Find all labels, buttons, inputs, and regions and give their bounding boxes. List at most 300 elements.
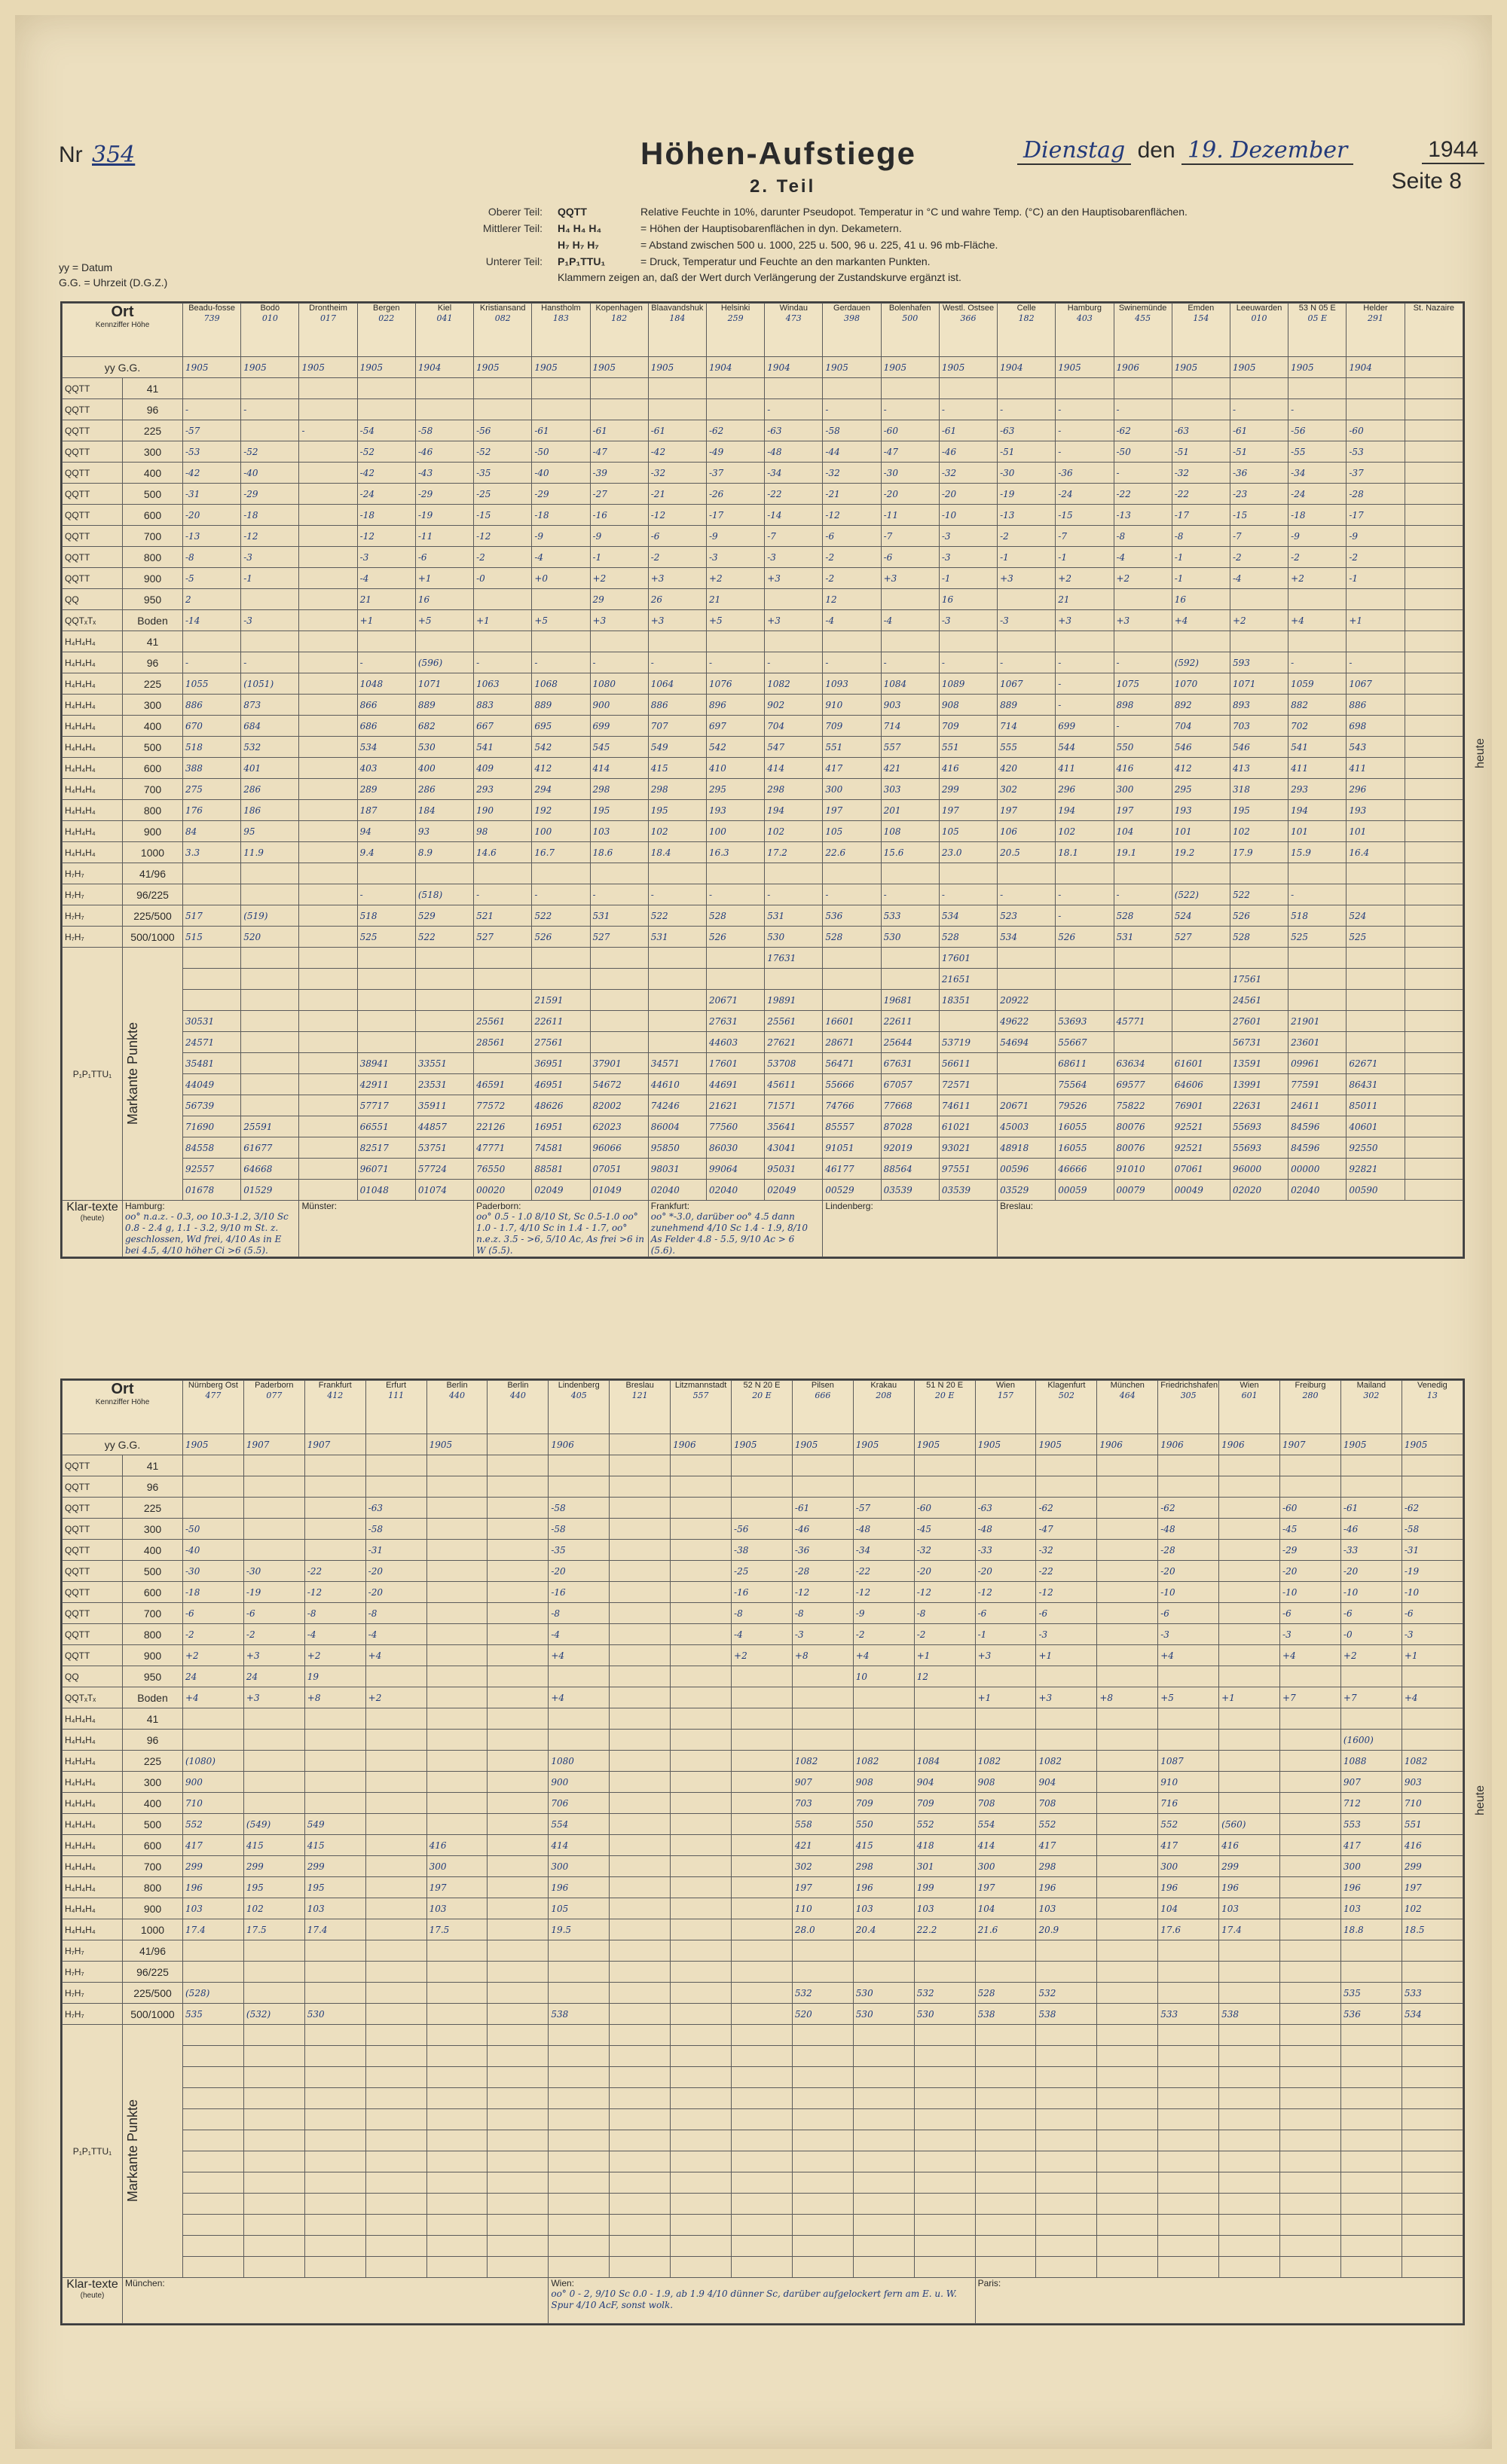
- side-label-heute: heute: [1474, 738, 1487, 769]
- markante-cell: 98031: [648, 1159, 706, 1180]
- station-name: Bergen: [373, 304, 400, 313]
- markante-cell: 77668: [881, 1095, 939, 1116]
- station-code: 403: [1076, 313, 1093, 323]
- time-cell: [488, 1434, 549, 1455]
- value-cell: [975, 1708, 1036, 1730]
- markante-cell: [853, 2236, 914, 2257]
- markante-cell: [1347, 1032, 1405, 1053]
- markante-cell: 24571: [183, 1032, 241, 1053]
- value-cell: [792, 1687, 853, 1708]
- markante-cell: [1288, 990, 1347, 1011]
- value-cell: -9: [706, 526, 764, 547]
- row-level: 500: [123, 484, 183, 505]
- markante-cell: [671, 2215, 732, 2236]
- value-cell: -15: [474, 505, 532, 526]
- value-cell: -47: [881, 441, 939, 463]
- row-key: QQTT: [63, 1582, 123, 1603]
- value-cell: -4: [365, 1624, 426, 1645]
- value-cell: 103: [914, 1898, 975, 1919]
- value-cell: 709: [939, 716, 997, 737]
- markante-cell: [241, 1095, 299, 1116]
- station-header: [914, 1381, 975, 1434]
- value-cell: [610, 1666, 671, 1687]
- row-level: 600: [123, 758, 183, 779]
- upper-row: [63, 1645, 1463, 1666]
- station-code: 20 E: [934, 1391, 955, 1400]
- value-cell: -4: [732, 1624, 793, 1645]
- value-cell: -12: [241, 526, 299, 547]
- station-name: 53 N 05 E: [1298, 304, 1336, 313]
- value-cell: 710: [183, 1793, 244, 1814]
- value-cell: -2: [183, 1624, 244, 1645]
- value-cell: [365, 1751, 426, 1772]
- markante-cell: 44603: [706, 1032, 764, 1053]
- markante-cell: [914, 2151, 975, 2172]
- station-name: Celle: [1016, 304, 1036, 313]
- station-code: 20 E: [752, 1391, 772, 1400]
- value-cell: [1405, 441, 1463, 463]
- value-cell: +5: [1158, 1687, 1219, 1708]
- value-cell: -61: [1340, 1498, 1402, 1519]
- value-cell: [1280, 2004, 1341, 2025]
- value-cell: -40: [183, 1540, 244, 1561]
- value-cell: 298: [765, 779, 823, 800]
- value-cell: [488, 1561, 549, 1582]
- value-cell: 19: [304, 1666, 365, 1687]
- value-cell: [914, 1476, 975, 1498]
- value-cell: -37: [1347, 463, 1405, 484]
- value-cell: [706, 863, 764, 884]
- klartext-station: Breslau:: [1000, 1201, 1034, 1211]
- value-cell: -: [590, 884, 648, 905]
- value-cell: [1219, 1772, 1280, 1793]
- value-cell: 21: [706, 589, 764, 610]
- value-cell: 100: [532, 821, 590, 842]
- markante-cell: [1340, 2172, 1402, 2194]
- markante-cell: [610, 2236, 671, 2257]
- markante-cell: [610, 2046, 671, 2067]
- klartext-station: Münster:: [301, 1201, 338, 1211]
- value-cell: +4: [853, 1645, 914, 1666]
- value-cell: 299: [304, 1856, 365, 1877]
- markante-cell: [648, 990, 706, 1011]
- row-key: QQTT: [63, 547, 123, 568]
- markante-cell: [671, 2194, 732, 2215]
- markante-label-cell: [123, 948, 183, 1201]
- markante-cell: [610, 2067, 671, 2088]
- value-cell: [1230, 589, 1288, 610]
- value-cell: -9: [1347, 526, 1405, 547]
- value-cell: -20: [183, 505, 241, 526]
- markante-cell: [549, 2236, 610, 2257]
- value-cell: [1158, 1708, 1219, 1730]
- markante-cell: 02040: [706, 1180, 764, 1201]
- markante-cell: 55693: [1230, 1116, 1288, 1137]
- markante-cell: 92521: [1172, 1116, 1230, 1137]
- value-cell: [671, 1687, 732, 1708]
- value-cell: 9.4: [357, 842, 415, 863]
- value-cell: 104: [1158, 1898, 1219, 1919]
- station-header: [732, 1381, 793, 1434]
- value-cell: 682: [415, 716, 473, 737]
- value-cell: -1: [1347, 568, 1405, 589]
- value-cell: [549, 1666, 610, 1687]
- row-level: 500: [123, 737, 183, 758]
- station-name: Pilsen: [811, 1381, 834, 1390]
- row-key: H₇H₇: [63, 884, 123, 905]
- value-cell: 533: [881, 905, 939, 927]
- value-cell: 536: [1340, 2004, 1402, 2025]
- value-cell: +2: [304, 1645, 365, 1666]
- markante-cell: [975, 2236, 1036, 2257]
- station-header: [426, 1381, 488, 1434]
- station-name: Helsinki: [720, 304, 750, 313]
- value-cell: [1158, 1455, 1219, 1476]
- markante-cell: [1405, 1011, 1463, 1032]
- markante-cell: [648, 1032, 706, 1053]
- value-cell: 712: [1340, 1793, 1402, 1814]
- markante-cell: 55693: [1230, 1137, 1288, 1159]
- value-cell: -20: [914, 1561, 975, 1582]
- value-cell: 530: [881, 927, 939, 948]
- station-header: [415, 304, 473, 357]
- value-cell: [488, 1919, 549, 1940]
- value-cell: 108: [881, 821, 939, 842]
- value-cell: [1405, 821, 1463, 842]
- value-cell: [1219, 1582, 1280, 1603]
- value-cell: +4: [365, 1645, 426, 1666]
- value-cell: [488, 1603, 549, 1624]
- value-cell: [426, 1814, 488, 1835]
- markante-cell: 25561: [765, 1011, 823, 1032]
- value-cell: 889: [998, 695, 1056, 716]
- value-cell: +4: [1158, 1645, 1219, 1666]
- value-cell: 84: [183, 821, 241, 842]
- year: 1944: [1422, 137, 1484, 164]
- row-level: 300: [123, 1519, 183, 1540]
- value-cell: [975, 1730, 1036, 1751]
- markante-cell: [183, 948, 241, 969]
- markante-cell: [304, 2046, 365, 2067]
- markante-cell: [1288, 969, 1347, 990]
- value-cell: [939, 863, 997, 884]
- row-level: 500/1000: [123, 927, 183, 948]
- station-header: [1114, 304, 1172, 357]
- station-header: [1288, 304, 1347, 357]
- station-name: Hamburg: [1067, 304, 1102, 313]
- value-cell: -31: [365, 1540, 426, 1561]
- value-cell: -3: [241, 610, 299, 631]
- markante-cell: [1097, 2025, 1158, 2046]
- value-cell: [365, 1835, 426, 1856]
- upper-row: [63, 526, 1463, 547]
- row-key: QQTT: [63, 1603, 123, 1624]
- markante-cell: [241, 1032, 299, 1053]
- markante-cell: 28671: [823, 1032, 881, 1053]
- value-cell: [1158, 1476, 1219, 1498]
- klartext-station: München:: [125, 2278, 165, 2288]
- value-cell: 410: [706, 758, 764, 779]
- value-cell: [671, 1856, 732, 1877]
- value-cell: 1063: [474, 673, 532, 695]
- row-level: 225: [123, 1751, 183, 1772]
- markante-cell: [365, 2172, 426, 2194]
- value-cell: [426, 1772, 488, 1793]
- value-cell: 293: [1288, 779, 1347, 800]
- time-cell: 1906: [671, 1434, 732, 1455]
- station-code: 557: [692, 1391, 709, 1400]
- time-cell: 1905: [1288, 357, 1347, 378]
- value-cell: [299, 905, 357, 927]
- value-cell: [304, 1498, 365, 1519]
- value-cell: [1219, 1708, 1280, 1730]
- value-cell: [357, 863, 415, 884]
- value-cell: [1097, 1519, 1158, 1540]
- value-cell: 538: [1036, 2004, 1097, 2025]
- value-cell: [732, 1772, 793, 1793]
- row-key: QQTT: [63, 441, 123, 463]
- station-code: 500: [902, 313, 919, 323]
- markante-cell: [488, 2067, 549, 2088]
- difference-row: [63, 927, 1463, 948]
- station-table-2: [60, 1379, 1465, 2325]
- row-key: H₇H₇: [63, 1983, 123, 2004]
- value-cell: 908: [939, 695, 997, 716]
- value-cell: 714: [998, 716, 1056, 737]
- value-cell: 403: [357, 758, 415, 779]
- markante-cell: [765, 969, 823, 990]
- markante-cell: 74581: [532, 1137, 590, 1159]
- markante-cell: [975, 2194, 1036, 2215]
- value-cell: 541: [474, 737, 532, 758]
- markante-cell: 16601: [823, 1011, 881, 1032]
- value-cell: 531: [648, 927, 706, 948]
- markante-cell: [732, 2067, 793, 2088]
- markante-cell: 01074: [415, 1180, 473, 1201]
- klartext-cell: [648, 1201, 823, 1257]
- value-cell: [365, 1962, 426, 1983]
- markante-cell: [590, 969, 648, 990]
- markante-cell: [975, 2130, 1036, 2151]
- markante-cell: [914, 2088, 975, 2109]
- markante-cell: 61677: [241, 1137, 299, 1159]
- value-cell: [488, 1476, 549, 1498]
- value-cell: [914, 1940, 975, 1962]
- value-cell: +1: [975, 1687, 1036, 1708]
- time-cell: 1906: [1158, 1434, 1219, 1455]
- markante-cell: 85557: [823, 1116, 881, 1137]
- markante-cell: [243, 2172, 304, 2194]
- value-cell: -3: [792, 1624, 853, 1645]
- value-cell: [549, 1708, 610, 1730]
- value-cell: [1097, 1856, 1158, 1877]
- markante-cell: [1405, 1116, 1463, 1137]
- time-cell: 1906: [1114, 357, 1172, 378]
- value-cell: -40: [241, 463, 299, 484]
- value-cell: [1340, 1455, 1402, 1476]
- value-cell: [671, 1814, 732, 1835]
- value-cell: [1405, 758, 1463, 779]
- value-cell: [426, 1624, 488, 1645]
- value-cell: [610, 1624, 671, 1645]
- value-cell: 197: [426, 1877, 488, 1898]
- value-cell: +2: [1114, 568, 1172, 589]
- value-cell: 295: [706, 779, 764, 800]
- value-cell: -: [1288, 652, 1347, 673]
- markante-cell: [243, 2236, 304, 2257]
- markante-cell: [881, 969, 939, 990]
- value-cell: 16.7: [532, 842, 590, 863]
- markante-cell: [1405, 1053, 1463, 1074]
- value-cell: -24: [357, 484, 415, 505]
- value-cell: -: [998, 884, 1056, 905]
- value-cell: -63: [975, 1498, 1036, 1519]
- value-cell: -16: [732, 1582, 793, 1603]
- markante-cell: [1347, 948, 1405, 969]
- value-cell: [1280, 1940, 1341, 1962]
- value-cell: -48: [853, 1519, 914, 1540]
- markante-cell: [241, 990, 299, 1011]
- time-cell: 1906: [549, 1434, 610, 1455]
- markante-cell: [304, 2130, 365, 2151]
- station-name: München: [1110, 1381, 1145, 1390]
- markante-cell: 77560: [706, 1116, 764, 1137]
- row-key: H₇H₇: [63, 863, 123, 884]
- markante-cell: [365, 2257, 426, 2278]
- markante-cell: [823, 948, 881, 969]
- value-cell: 421: [792, 1835, 853, 1856]
- markante-cell: 62023: [590, 1116, 648, 1137]
- markante-cell: 16055: [1056, 1116, 1114, 1137]
- row-key: H₇H₇: [63, 905, 123, 927]
- markante-cell: 38941: [357, 1053, 415, 1074]
- row-level: 225/500: [123, 1983, 183, 2004]
- upper-row: [63, 420, 1463, 441]
- markante-cell: [706, 948, 764, 969]
- markante-cell: [304, 2236, 365, 2257]
- markante-cell: [914, 2067, 975, 2088]
- value-cell: [823, 378, 881, 399]
- station-header: [357, 304, 415, 357]
- value-cell: [1219, 1983, 1280, 2004]
- value-cell: +2: [365, 1687, 426, 1708]
- time-cell: 1905: [183, 357, 241, 378]
- markante-cell: 20671: [998, 1095, 1056, 1116]
- station-name: Berlin: [507, 1381, 529, 1390]
- value-cell: -: [1056, 905, 1114, 927]
- value-cell: -32: [1172, 463, 1230, 484]
- row-key: QQTₓTₓ: [63, 1687, 123, 1708]
- markante-cell: [732, 2025, 793, 2046]
- value-cell: 900: [549, 1772, 610, 1793]
- value-cell: [671, 1919, 732, 1940]
- markante-cell: [299, 1095, 357, 1116]
- value-cell: -62: [1402, 1498, 1463, 1519]
- value-cell: -: [474, 884, 532, 905]
- value-cell: 1070: [1172, 673, 1230, 695]
- markante-cell: 91051: [823, 1137, 881, 1159]
- value-cell: 707: [648, 716, 706, 737]
- markante-cell: [1340, 2088, 1402, 2109]
- markante-cell: [365, 2236, 426, 2257]
- value-cell: -27: [590, 484, 648, 505]
- value-cell: -3: [998, 610, 1056, 631]
- row-key: QQTT: [63, 420, 123, 441]
- difference-row: [63, 2004, 1463, 2025]
- markante-cell: [488, 2130, 549, 2151]
- value-cell: -52: [241, 441, 299, 463]
- value-cell: +2: [183, 1645, 244, 1666]
- value-cell: 415: [648, 758, 706, 779]
- value-cell: +8: [304, 1687, 365, 1708]
- date-line: Dienstag den 19. Dezember 1944: [1017, 137, 1484, 165]
- markante-cell: 86004: [648, 1116, 706, 1137]
- value-cell: [853, 1940, 914, 1962]
- station-header-row: [63, 1381, 1463, 1434]
- value-cell: [671, 1519, 732, 1540]
- value-cell: -: [881, 884, 939, 905]
- value-cell: [853, 1455, 914, 1476]
- station-name: Leeuwarden: [1236, 304, 1282, 313]
- row-key: H₄H₄H₄: [63, 1814, 123, 1835]
- value-cell: [183, 1476, 244, 1498]
- value-cell: [299, 800, 357, 821]
- upper-row: [63, 1455, 1463, 1476]
- markante-cell: [732, 2257, 793, 2278]
- value-cell: (596): [415, 652, 473, 673]
- difference-row: [63, 1962, 1463, 1983]
- station-header-row: [63, 304, 1463, 357]
- value-cell: [998, 378, 1056, 399]
- value-cell: 17.5: [426, 1919, 488, 1940]
- value-cell: +1: [1347, 610, 1405, 631]
- value-cell: -13: [1114, 505, 1172, 526]
- value-cell: [1288, 631, 1347, 652]
- value-cell: [732, 1898, 793, 1919]
- value-cell: 708: [1036, 1793, 1097, 1814]
- value-cell: [1097, 1962, 1158, 1983]
- value-cell: 300: [1340, 1856, 1402, 1877]
- value-cell: 709: [853, 1793, 914, 1814]
- markante-cell: 76550: [474, 1159, 532, 1180]
- value-cell: -3: [1158, 1624, 1219, 1645]
- value-cell: [1097, 1455, 1158, 1476]
- value-cell: -61: [939, 420, 997, 441]
- height-row: [63, 1814, 1463, 1835]
- value-cell: [183, 1455, 244, 1476]
- value-cell: [243, 1519, 304, 1540]
- value-cell: 542: [532, 737, 590, 758]
- markante-cell: [549, 2067, 610, 2088]
- value-cell: [532, 399, 590, 420]
- row-key: QQTT: [63, 1476, 123, 1498]
- markante-cell: [853, 2046, 914, 2067]
- markante-cell: [1036, 2130, 1097, 2151]
- value-cell: [1230, 378, 1288, 399]
- time-cell: 1905: [881, 357, 939, 378]
- value-cell: -36: [1230, 463, 1288, 484]
- markante-cell: [415, 969, 473, 990]
- markante-cell: [1402, 2046, 1463, 2067]
- value-cell: [610, 1814, 671, 1835]
- value-cell: 525: [1288, 927, 1347, 948]
- value-cell: -55: [1288, 441, 1347, 463]
- time-cell: 1907: [304, 1434, 365, 1455]
- value-cell: -51: [998, 441, 1056, 463]
- station-header: [975, 1381, 1036, 1434]
- station-name: Freiburg: [1295, 1381, 1326, 1390]
- value-cell: (518): [415, 884, 473, 905]
